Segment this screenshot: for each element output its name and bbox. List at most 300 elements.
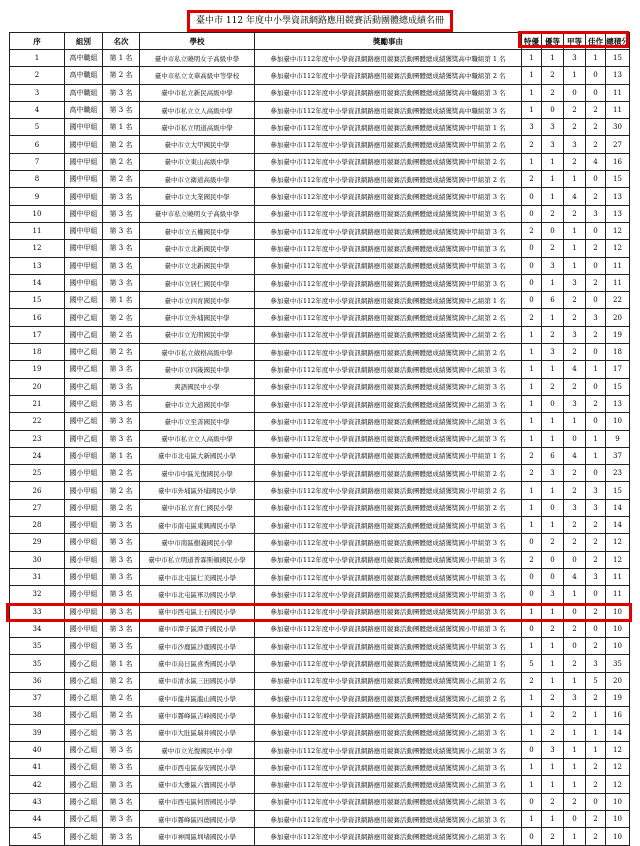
table-cell: 0 <box>586 222 606 239</box>
table-cell: 11 <box>606 257 630 274</box>
table-cell: 0 <box>522 620 542 637</box>
table-cell: 2 <box>522 447 542 464</box>
table-cell: 參加臺中市112年度中小學資訊網路應用競賽活動團體總成績獲獎國小乙組第 1 名 <box>255 655 522 672</box>
table-cell: 國中乙組 <box>65 395 103 412</box>
table-row <box>10 67 630 84</box>
table-cell: 2 <box>564 205 586 222</box>
table-cell: 1 <box>564 67 586 84</box>
table-row <box>10 205 630 222</box>
table-cell: 第 3 名 <box>103 378 140 395</box>
table-cell: 11 <box>606 274 630 291</box>
table-cell: 1 <box>542 274 564 291</box>
table-cell: 0 <box>522 292 542 309</box>
table-cell: 參加臺中市112年度中小學資訊網路應用競賽活動團體總成績獲獎國小乙組第 2 名 <box>255 672 522 689</box>
table-cell: 國中甲組 <box>65 240 103 257</box>
table-cell: 5 <box>10 119 65 136</box>
table-cell: 國小甲組 <box>65 499 103 516</box>
table-cell: 第 1 名 <box>103 50 140 67</box>
table-cell: 參加臺中市112年度中小學資訊網路應用競賽活動團體總成績獲獎國小乙組第 2 名 <box>255 707 522 724</box>
table-row <box>10 638 630 655</box>
table-cell: 臺中市立大甲國民中學 <box>140 136 255 153</box>
header-cell: 佳作 <box>586 33 606 50</box>
table-cell: 高中職組 <box>65 50 103 67</box>
table-cell: 2 <box>586 136 606 153</box>
table-cell: 第 3 名 <box>103 741 140 758</box>
table-cell: 28 <box>10 517 65 534</box>
table-cell: 2 <box>564 101 586 118</box>
table-row <box>10 465 630 482</box>
table-row <box>10 326 630 343</box>
header-cell: 甲等 <box>564 33 586 50</box>
table-cell: 國小乙組 <box>65 724 103 741</box>
table-cell: 國小甲組 <box>65 638 103 655</box>
table-cell: 1 <box>586 361 606 378</box>
table-cell: 1 <box>522 67 542 84</box>
table-cell: 第 3 名 <box>103 793 140 810</box>
table-cell: 1 <box>542 655 564 672</box>
table-cell: 2 <box>586 395 606 412</box>
table-cell: 10 <box>606 603 630 620</box>
table-cell: 第 3 名 <box>103 413 140 430</box>
table-cell: 第 2 名 <box>103 465 140 482</box>
table-cell: 參加臺中市112年度中小學資訊網路應用競賽活動團體總成績獲獎國小乙組第 3 名 <box>255 776 522 793</box>
table-cell: 1 <box>522 50 542 67</box>
table-cell: 國中甲組 <box>65 222 103 239</box>
table-cell: 臺中市立外埔國民中學 <box>140 309 255 326</box>
table-cell: 臺中市中區光復國民小學 <box>140 465 255 482</box>
table-cell: 1 <box>564 257 586 274</box>
table-cell: 臺中市西屯區泰安國民小學 <box>140 759 255 776</box>
table-cell: 2 <box>542 724 564 741</box>
table-cell: 42 <box>10 776 65 793</box>
table-row <box>10 741 630 758</box>
table-cell: 2 <box>542 378 564 395</box>
table-cell: 44 <box>10 811 65 828</box>
table-cell: 0 <box>522 534 542 551</box>
table-cell: 19 <box>606 689 630 706</box>
header-cell: 獎勵事由 <box>255 33 522 50</box>
table-cell: 第 3 名 <box>103 551 140 568</box>
table-cell: 第 3 名 <box>103 395 140 412</box>
table-cell: 國中乙組 <box>65 361 103 378</box>
table-cell: 10 <box>606 793 630 810</box>
table-cell: 0 <box>542 222 564 239</box>
table-cell: 0 <box>564 551 586 568</box>
table-cell: 參加臺中市112年度中小學資訊網路應用競賽活動團體總成績獲獎國小甲組第 3 名 <box>255 568 522 585</box>
table-cell: 臺中市北屯區仁美國民小學 <box>140 568 255 585</box>
header-cell: 優等 <box>542 33 564 50</box>
table-row <box>10 689 630 706</box>
table-cell: 12 <box>606 240 630 257</box>
table-cell: 參加臺中市112年度中小學資訊網路應用競賽活動團體總成績獲獎國小乙組第 3 名 <box>255 759 522 776</box>
table-cell: 第 2 名 <box>103 707 140 724</box>
table-cell: 第 3 名 <box>103 188 140 205</box>
table-cell: 20 <box>10 378 65 395</box>
table-cell: 參加臺中市112年度中小學資訊網路應用競賽活動團體總成績獲獎國小甲組第 3 名 <box>255 517 522 534</box>
table-cell: 第 3 名 <box>103 101 140 118</box>
table-cell: 4 <box>10 101 65 118</box>
table-cell: 0 <box>522 240 542 257</box>
table-cell: 3 <box>564 274 586 291</box>
table-cell: 第 3 名 <box>103 84 140 101</box>
table-cell: 1 <box>542 482 564 499</box>
table-cell: 2 <box>564 344 586 361</box>
table-cell: 國小甲組 <box>65 586 103 603</box>
table-cell: 1 <box>522 603 542 620</box>
table-cell: 參加臺中市112年度中小學資訊網路應用競賽活動團體總成績獲獎高中職組第 1 名 <box>255 50 522 67</box>
table-cell: 國中乙組 <box>65 292 103 309</box>
table-cell: 1 <box>564 672 586 689</box>
table-cell: 第 3 名 <box>103 240 140 257</box>
table-cell: 12 <box>606 551 630 568</box>
table-cell: 0 <box>522 188 542 205</box>
table-cell: 12 <box>606 222 630 239</box>
table-cell: 10 <box>606 828 630 845</box>
table-cell: 第 1 名 <box>103 655 140 672</box>
table-cell: 3 <box>586 568 606 585</box>
table-cell: 國小乙組 <box>65 811 103 828</box>
table-cell: 第 3 名 <box>103 257 140 274</box>
table-cell: 16 <box>10 309 65 326</box>
table-cell: 22 <box>10 413 65 430</box>
table-cell: 國小乙組 <box>65 707 103 724</box>
table-cell: 5 <box>522 655 542 672</box>
table-row <box>10 482 630 499</box>
table-cell: 3 <box>586 655 606 672</box>
table-cell: 0 <box>522 586 542 603</box>
table-cell: 41 <box>10 759 65 776</box>
table-cell: 10 <box>10 205 65 222</box>
table-cell: 國中乙組 <box>65 413 103 430</box>
table-cell: 1 <box>542 811 564 828</box>
table-cell: 3 <box>542 344 564 361</box>
table-cell: 臺中市烏日區喜秀國民小學 <box>140 655 255 672</box>
table-cell: 0 <box>586 344 606 361</box>
table-cell: 參加臺中市112年度中小學資訊網路應用競賽活動團體總成績獲獎國小乙組第 3 名 <box>255 828 522 845</box>
table-cell: 1 <box>564 828 586 845</box>
table-cell: 臺中市立光復國民中小學 <box>140 741 255 758</box>
table-row <box>10 551 630 568</box>
table-cell: 20 <box>606 309 630 326</box>
table-cell: 第 2 名 <box>103 344 140 361</box>
table-cell: 14 <box>606 517 630 534</box>
table-cell: 7 <box>10 153 65 170</box>
table-row <box>10 361 630 378</box>
table-row <box>10 274 630 291</box>
table-cell: 3 <box>542 136 564 153</box>
table-cell: 1 <box>522 395 542 412</box>
table-cell: 2 <box>564 534 586 551</box>
table-cell: 0 <box>522 793 542 810</box>
table-cell: 1 <box>522 361 542 378</box>
table-cell: 臺中市私立曉明女子高級中學 <box>140 205 255 222</box>
table-cell: 0 <box>586 465 606 482</box>
table-cell: 35 <box>606 655 630 672</box>
table-cell: 33 <box>10 603 65 620</box>
table-cell: 12 <box>606 741 630 758</box>
table-cell: 2 <box>586 274 606 291</box>
table-cell: 0 <box>564 603 586 620</box>
table-cell: 3 <box>564 499 586 516</box>
table-cell: 臺中市霧峰區吉峰國民小學 <box>140 707 255 724</box>
table-cell: 3 <box>542 119 564 136</box>
table-cell: 臺中市私立明道高級中學 <box>140 119 255 136</box>
table-cell: 臺中市私立育仁國民小學 <box>140 499 255 516</box>
table-cell: 國中甲組 <box>65 136 103 153</box>
table-cell: 參加臺中市112年度中小學資訊網路應用競賽活動團體總成績獲獎國中甲組第 3 名 <box>255 222 522 239</box>
table-cell: 3 <box>564 136 586 153</box>
table-row <box>10 119 630 136</box>
table-cell: 2 <box>542 326 564 343</box>
table-cell: 第 3 名 <box>103 638 140 655</box>
table-cell: 1 <box>564 586 586 603</box>
table-cell: 2 <box>10 67 65 84</box>
table-cell: 1 <box>586 724 606 741</box>
table-row <box>10 222 630 239</box>
table-cell: 1 <box>586 707 606 724</box>
table-cell: 第 3 名 <box>103 586 140 603</box>
table-cell: 第 3 名 <box>103 828 140 845</box>
table-cell: 1 <box>522 759 542 776</box>
table-cell: 34 <box>10 620 65 637</box>
table-cell: 0 <box>522 828 542 845</box>
table-cell: 1 <box>542 309 564 326</box>
table-cell: 第 3 名 <box>103 534 140 551</box>
table-cell: 參加臺中市112年度中小學資訊網路應用競賽活動團體總成績獲獎國小乙組第 3 名 <box>255 793 522 810</box>
table-cell: 國小甲組 <box>65 568 103 585</box>
table-cell: 第 3 名 <box>103 776 140 793</box>
table-cell: 0 <box>542 395 564 412</box>
table-cell: 第 2 名 <box>103 326 140 343</box>
table-cell: 第 2 名 <box>103 689 140 706</box>
table-cell: 高中職組 <box>65 84 103 101</box>
table-cell: 參加臺中市112年度中小學資訊網路應用競賽活動團體總成績獲獎國小乙組第 3 名 <box>255 811 522 828</box>
table-cell: 0 <box>564 811 586 828</box>
table-cell: 15 <box>10 292 65 309</box>
table-cell: 0 <box>522 257 542 274</box>
table-cell: 4 <box>586 153 606 170</box>
table-row <box>10 776 630 793</box>
table-cell: 臺中市立衛道高級中學 <box>140 171 255 188</box>
table-cell: 11 <box>606 568 630 585</box>
table-cell: 臺中市西屯區上石國民小學 <box>140 603 255 620</box>
table-cell: 1 <box>522 776 542 793</box>
table-cell: 國中乙組 <box>65 430 103 447</box>
table-cell: 13 <box>10 257 65 274</box>
table-cell: 2 <box>586 101 606 118</box>
table-cell: 5 <box>586 672 606 689</box>
table-cell: 臺中市南區樹義國民小學 <box>140 534 255 551</box>
table-cell: 1 <box>522 101 542 118</box>
table-cell: 國小乙組 <box>65 655 103 672</box>
table-cell: 1 <box>522 326 542 343</box>
table-cell: 參加臺中市112年度中小學資訊網路應用競賽活動團體總成績獲獎國中甲組第 2 名 <box>255 171 522 188</box>
table-cell: 臺中市龍井區龍山國民小學 <box>140 689 255 706</box>
table-cell: 第 3 名 <box>103 517 140 534</box>
table-cell: 臺中市私立立人高級中學 <box>140 430 255 447</box>
table-row <box>10 309 630 326</box>
table-cell: 30 <box>10 551 65 568</box>
table-cell: 0 <box>522 568 542 585</box>
table-cell: 參加臺中市112年度中小學資訊網路應用競賽活動團體總成績獲獎國中乙組第 1 名 <box>255 292 522 309</box>
results-table <box>9 32 630 846</box>
table-cell: 6 <box>542 292 564 309</box>
table-row <box>10 240 630 257</box>
table-cell: 2 <box>586 603 606 620</box>
table-cell: 24 <box>10 447 65 464</box>
table-cell: 10 <box>606 620 630 637</box>
table-cell: 2 <box>586 689 606 706</box>
table-cell: 臺中市西屯區何厝國民小學 <box>140 793 255 810</box>
table-cell: 3 <box>542 586 564 603</box>
table-cell: 第 3 名 <box>103 205 140 222</box>
table-cell: 0 <box>586 413 606 430</box>
table-cell: 國小甲組 <box>65 517 103 534</box>
table-cell: 1 <box>542 361 564 378</box>
table-cell: 1 <box>542 50 564 67</box>
table-cell: 臺中市霧峰區四德國民小學 <box>140 811 255 828</box>
table-cell: 臺中市立大道國民中學 <box>140 395 255 412</box>
table-cell: 2 <box>586 759 606 776</box>
table-cell: 國小乙組 <box>65 672 103 689</box>
table-cell: 臺中市私立曉明女子高級中學 <box>140 50 255 67</box>
table-cell: 參加臺中市112年度中小學資訊網路應用競賽活動團體總成績獲獎國小乙組第 3 名 <box>255 741 522 758</box>
table-cell: 14 <box>606 499 630 516</box>
table-cell: 參加臺中市112年度中小學資訊網路應用競賽活動團體總成績獲獎國小甲組第 2 名 <box>255 482 522 499</box>
table-cell: 1 <box>10 50 65 67</box>
table-header-row <box>10 33 630 50</box>
table-cell: 參加臺中市112年度中小學資訊網路應用競賽活動團體總成績獲獎國中乙組第 2 名 <box>255 309 522 326</box>
table-cell: 12 <box>606 534 630 551</box>
table-cell: 0 <box>564 430 586 447</box>
table-cell: 臺中市立居仁國民中學 <box>140 274 255 291</box>
table-cell: 國中乙組 <box>65 326 103 343</box>
table-cell: 2 <box>542 240 564 257</box>
table-cell: 13 <box>606 67 630 84</box>
table-cell: 4 <box>564 568 586 585</box>
table-cell: 12 <box>10 240 65 257</box>
table-row <box>10 568 630 585</box>
table-cell: 參加臺中市112年度中小學資訊網路應用競賽活動團體總成績獲獎國中甲組第 3 名 <box>255 188 522 205</box>
table-cell: 第 3 名 <box>103 620 140 637</box>
table-row <box>10 759 630 776</box>
table-cell: 3 <box>564 395 586 412</box>
table-cell: 國小甲組 <box>65 551 103 568</box>
table-cell: 0 <box>522 741 542 758</box>
table-row <box>10 655 630 672</box>
table-cell: 臺中市私立新民高級中學 <box>140 84 255 101</box>
table-cell: 32 <box>10 586 65 603</box>
table-cell: 18 <box>606 344 630 361</box>
table-cell: 35 <box>10 638 65 655</box>
table-cell: 38 <box>10 707 65 724</box>
table-cell: 1 <box>522 344 542 361</box>
table-cell: 國小乙組 <box>65 741 103 758</box>
table-cell: 1 <box>522 430 542 447</box>
table-row <box>10 292 630 309</box>
table-cell: 第 3 名 <box>103 724 140 741</box>
table-cell: 15 <box>606 482 630 499</box>
table-cell: 2 <box>522 551 542 568</box>
table-cell: 23 <box>606 465 630 482</box>
table-cell: 臺中市立至善國民中學 <box>140 413 255 430</box>
table-cell: 2 <box>564 793 586 810</box>
table-cell: 29 <box>10 534 65 551</box>
table-cell: 國中甲組 <box>65 153 103 170</box>
table-cell: 10 <box>606 811 630 828</box>
table-cell: 0 <box>564 84 586 101</box>
table-cell: 參加臺中市112年度中小學資訊網路應用競賽活動團體總成績獲獎國中乙組第 2 名 <box>255 344 522 361</box>
table-cell: 0 <box>586 171 606 188</box>
table-cell: 臺中市立四育國民中學 <box>140 292 255 309</box>
table-cell: 3 <box>542 465 564 482</box>
table-cell: 1 <box>564 724 586 741</box>
table-cell: 1 <box>522 84 542 101</box>
table-cell: 第 2 名 <box>103 309 140 326</box>
table-cell: 2 <box>522 136 542 153</box>
table-cell: 2 <box>586 638 606 655</box>
table-cell: 2 <box>564 655 586 672</box>
table-cell: 國小乙組 <box>65 793 103 810</box>
table-cell: 2 <box>586 326 606 343</box>
table-cell: 15 <box>606 50 630 67</box>
table-cell: 臺中市北屯區軍功國民小學 <box>140 586 255 603</box>
table-cell: 2 <box>542 67 564 84</box>
table-cell: 臺中市立大業國民中學 <box>140 188 255 205</box>
table-row <box>10 620 630 637</box>
table-cell: 1 <box>542 188 564 205</box>
table-cell: 2 <box>586 776 606 793</box>
table-cell: 參加臺中市112年度中小學資訊網路應用競賽活動團體總成績獲獎高中職組第 3 名 <box>255 101 522 118</box>
table-cell: 臺中市私立立人高級中學 <box>140 101 255 118</box>
table-cell: 16 <box>606 707 630 724</box>
table-cell: 0 <box>542 568 564 585</box>
table-cell: 2 <box>542 534 564 551</box>
table-cell: 參加臺中市112年度中小學資訊網路應用競賽活動團體總成績獲獎國小乙組第 3 名 <box>255 724 522 741</box>
table-cell: 0 <box>586 292 606 309</box>
table-cell: 1 <box>542 603 564 620</box>
table-cell: 國小乙組 <box>65 828 103 845</box>
table-cell: 國中乙組 <box>65 309 103 326</box>
table-row <box>10 707 630 724</box>
table-cell: 第 2 名 <box>103 499 140 516</box>
table-cell: 2 <box>586 240 606 257</box>
table-cell: 參加臺中市112年度中小學資訊網路應用競賽活動團體總成績獲獎國小甲組第 2 名 <box>255 465 522 482</box>
table-cell: 2 <box>542 689 564 706</box>
table-cell: 2 <box>564 707 586 724</box>
table-cell: 3 <box>564 689 586 706</box>
table-cell: 國小甲組 <box>65 620 103 637</box>
table-cell: 2 <box>564 153 586 170</box>
table-cell: 第 1 名 <box>103 119 140 136</box>
table-cell: 15 <box>606 171 630 188</box>
table-cell: 2 <box>586 551 606 568</box>
table-cell: 3 <box>564 326 586 343</box>
table-cell: 1 <box>522 638 542 655</box>
table-cell: 1 <box>586 430 606 447</box>
document-title: 臺中市 112 年度中小學資訊網路應用競賽活動團體總成績名冊 <box>187 10 453 32</box>
table-cell: 臺中市大雅區六寶國民小學 <box>140 776 255 793</box>
table-cell: 1 <box>586 741 606 758</box>
table-cell: 第 3 名 <box>103 568 140 585</box>
table-cell: 0 <box>586 84 606 101</box>
table-cell: 第 1 名 <box>103 292 140 309</box>
header-cell: 組別 <box>65 33 103 50</box>
table-cell: 國中乙組 <box>65 378 103 395</box>
table-cell: 參加臺中市112年度中小學資訊網路應用競賽活動團體總成績獲獎國中甲組第 3 名 <box>255 240 522 257</box>
table-cell: 臺中市立五權國民中學 <box>140 222 255 239</box>
table-row <box>10 101 630 118</box>
